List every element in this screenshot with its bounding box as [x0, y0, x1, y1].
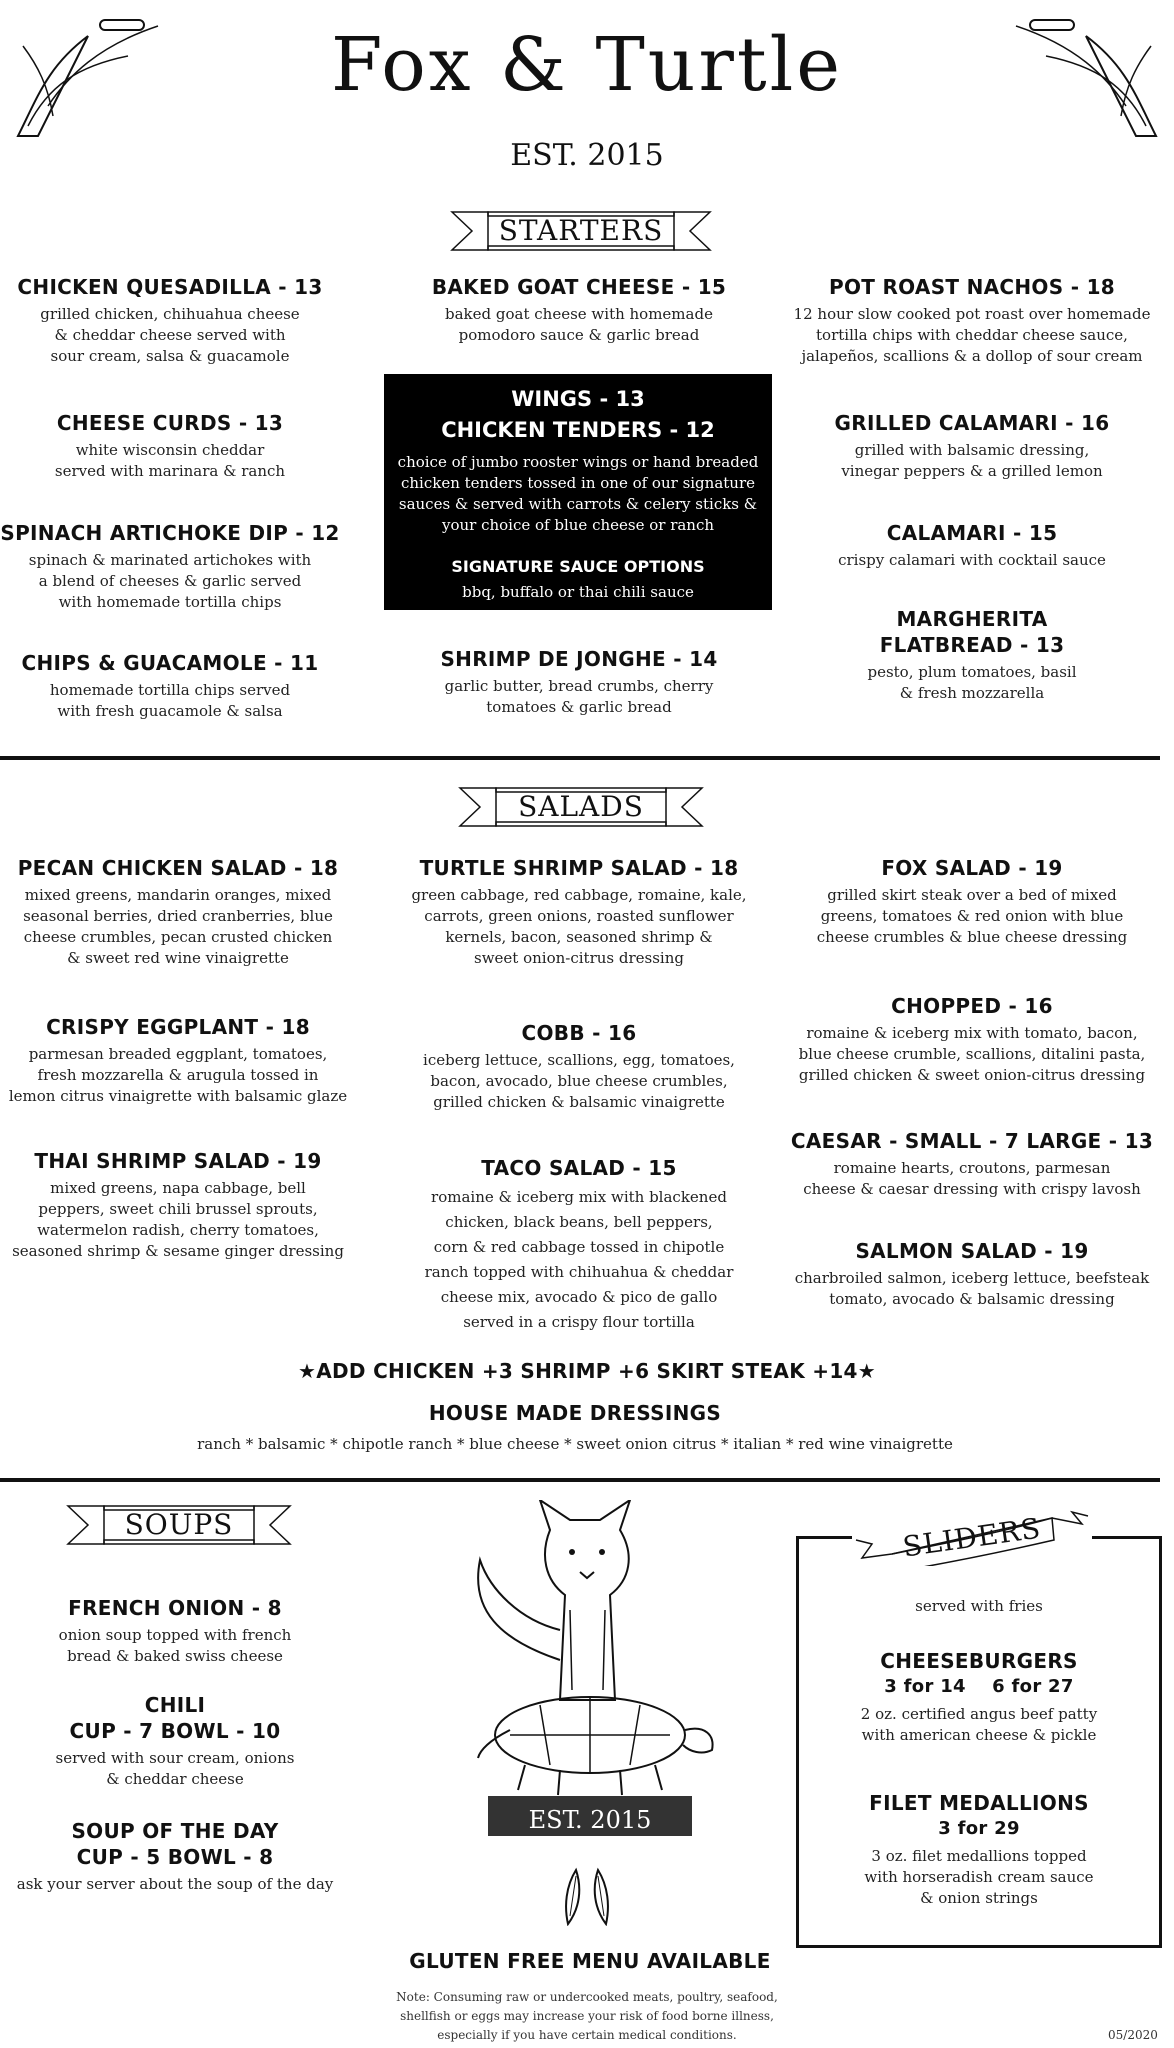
item-name: PECAN CHICKEN SALAD - 18: [17, 856, 339, 880]
item-name: CAESAR - SMALL - 7 LARGE - 13: [790, 1129, 1154, 1153]
item-name: CHOPPED - 16: [891, 994, 1053, 1018]
item-desc: mixed greens, napa cabbage, bell peppers, sweet chili brussel sprouts, watermelon radish, cherry tomatoes, seasoned shrimp & sesame ginger dressing: [12, 1179, 344, 1260]
item-desc: romaine hearts, croutons, parmesan cheese & caesar dressing with crispy lavosh: [803, 1159, 1141, 1198]
item-name: FOX SALAD - 19: [881, 856, 1063, 880]
item-name: POT ROAST NACHOS - 18: [828, 275, 1116, 299]
star-icon: ★: [298, 1359, 317, 1383]
item-desc: 3 oz. filet medallions topped with horseradish cream sauce & onion strings: [864, 1847, 1094, 1907]
wings-name: WINGS - 13: [511, 387, 645, 411]
item-price: 3 for 14 6 for 27: [884, 1676, 1074, 1697]
item-name: FILET MEDALLIONS: [869, 1791, 1089, 1815]
item-desc: mixed greens, mandarin oranges, mixed seasonal berries, dried cranberries, blue cheese crumbles, pecan crusted chicken & sweet red wine vinaigrette: [23, 886, 333, 967]
sauce-options-desc: bbq, buffalo or thai chili sauce: [462, 583, 694, 601]
item-desc: parmesan breaded eggplant, tomatoes, fresh mozzarella & arugula tossed in lemon citrus vinaigrette with balsamic glaze: [8, 1045, 348, 1105]
item-desc: spinach & marinated artichokes with a blend of cheeses & garlic served with homemade tortilla chips: [28, 551, 312, 611]
item-desc: served with sour cream, onions & cheddar cheese: [55, 1749, 295, 1788]
menu-item: [0, 1595, 350, 1667]
item-desc: grilled skirt steak over a bed of mixed greens, tomatoes & red onion with blue cheese crumbles & blue cheese dressing: [816, 886, 1128, 946]
item-desc: 2 oz. certified angus beef patty with american cheese & pickle: [860, 1705, 1098, 1744]
item-desc: homemade tortilla chips served with fresh guacamole & salsa: [49, 681, 291, 720]
sauce-options-title: SIGNATURE SAUCE OPTIONS: [451, 557, 705, 576]
menu-item: [0, 1014, 356, 1107]
add-ons-text: [0, 1358, 1174, 1384]
item-name: TACO SALAD - 15: [481, 1156, 677, 1180]
sliders-subtitle-block: [796, 1596, 1162, 1617]
menu-item: [0, 1818, 350, 1895]
menu-item: [0, 1148, 356, 1262]
section-divider: [0, 756, 1160, 760]
menu-item: [0, 274, 340, 367]
established-year: EST. 2015: [510, 138, 664, 173]
dressings-block: [0, 1400, 1150, 1455]
item-desc: 12 hour slow cooked pot roast over homemade tortilla chips with cheddar cheese sauce, jalapeños, scallions & a dollop of sour cream: [793, 305, 1151, 365]
item-name: CHEESEBURGERS: [880, 1649, 1078, 1673]
sliders-title: SLIDERS: [900, 1511, 1044, 1564]
menu-item: [770, 855, 1174, 948]
item-desc: ask your server about the soup of the day: [16, 1875, 334, 1893]
item-desc: grilled with balsamic dressing, vinegar peppers & a grilled lemon: [841, 441, 1103, 480]
item-desc: onion soup topped with french bread & baked swiss cheese: [58, 1626, 292, 1665]
menu-item: [0, 520, 340, 613]
menu-item: [386, 646, 772, 718]
soups-title: SOUPS: [124, 1508, 234, 1541]
item-name: CHILI CUP - 7 BOWL - 10: [69, 1693, 281, 1743]
item-name: FRENCH ONION - 8: [68, 1596, 282, 1620]
menu-item: [770, 993, 1174, 1086]
illustration-est-label: EST. 2015: [528, 1806, 652, 1834]
item-name: THAI SHRIMP SALAD - 19: [34, 1149, 322, 1173]
item-price: 3 for 29: [938, 1818, 1020, 1839]
item-name: COBB - 16: [521, 1021, 637, 1045]
food-safety-note: Note: Consuming raw or undercooked meats, poultry, seafood, shellfish or eggs may increase your risk of food borne illness, especially if you have certain medical conditions.: [396, 1990, 778, 2042]
item-desc: grilled chicken, chihuahua cheese & cheddar cheese served with sour cream, salsa & guacamole: [40, 305, 300, 365]
slider-item: [796, 1648, 1162, 1746]
item-desc: romaine & iceberg mix with blackened chicken, black beans, bell peppers, corn & red cabbage tossed in chipotle ranch topped with chihuahua & cheddar cheese mix, avocado & pico de gallo served in a crispy flour tortilla: [424, 1188, 734, 1331]
starters-banner: [448, 206, 714, 256]
menu-item: [0, 855, 356, 969]
fox-on-turtle-illustration: [440, 1500, 740, 1840]
slider-item: [796, 1790, 1162, 1909]
menu-item: [386, 1155, 772, 1335]
add-ons-line: [0, 1358, 1174, 1384]
item-name: SOUP OF THE DAY CUP - 5 BOWL - 8: [71, 1819, 279, 1869]
gluten-free-notice: [350, 1948, 830, 1974]
add-ons-label: ADD CHICKEN +3 SHRIMP +6 SKIRT STEAK +14: [316, 1359, 858, 1383]
item-desc: green cabbage, red cabbage, romaine, kale, carrots, green onions, roasted sunflower kernels, bacon, seasoned shrimp & sweet onion-citrus dressing: [411, 886, 747, 967]
menu-item: [770, 410, 1174, 482]
menu-item: [0, 410, 340, 482]
sliders-banner: [852, 1510, 1092, 1566]
item-desc: garlic butter, bread crumbs, cherry tomatoes & garlic bread: [444, 677, 714, 716]
starters-title: STARTERS: [498, 214, 664, 247]
salads-title: SALADS: [518, 790, 644, 823]
wings-desc: choice of jumbo rooster wings or hand breaded chicken tenders tossed in one of our signature sauces & served with carrots & celery sticks & your choice of blue cheese or ranch: [397, 453, 759, 534]
menu-item: [770, 606, 1174, 704]
item-name: CHEESE CURDS - 13: [56, 411, 284, 435]
item-desc: crispy calamari with cocktail sauce: [838, 551, 1106, 569]
gluten-free-text: GLUTEN FREE MENU AVAILABLE: [409, 1949, 771, 1973]
item-name: SALMON SALAD - 19: [855, 1239, 1089, 1263]
sliders-subtitle: served with fries: [915, 1597, 1043, 1615]
item-desc: romaine & iceberg mix with tomato, bacon, blue cheese crumble, scallions, ditalini pasta, grilled chicken & sweet onion-citrus dressing: [798, 1024, 1146, 1084]
item-desc: white wisconsin cheddar served with marinara & ranch: [54, 441, 286, 480]
item-name: TURTLE SHRIMP SALAD - 18: [419, 856, 739, 880]
item-name: GRILLED CALAMARI - 16: [834, 411, 1110, 435]
dressings-title: HOUSE MADE DRESSINGS: [428, 1401, 722, 1425]
menu-item: [0, 1692, 350, 1790]
wings-feature-box: [384, 374, 772, 610]
item-desc: baked goat cheese with homemade pomodoro sauce & garlic bread: [445, 305, 713, 344]
menu-item: [770, 274, 1174, 367]
tenders-name: CHICKEN TENDERS - 12: [441, 418, 715, 442]
star-icon: ★: [857, 1359, 876, 1383]
item-desc: pesto, plum tomatoes, basil & fresh mozzarella: [867, 663, 1077, 702]
menu-date: 05/2020: [1108, 2028, 1158, 2042]
wheat-ornament-icon: [554, 1866, 620, 1926]
menu-item: [770, 1238, 1174, 1310]
item-name: CRISPY EGGPLANT - 18: [46, 1015, 310, 1039]
menu-item: [386, 1020, 772, 1113]
item-desc: charbroiled salmon, iceberg lettuce, beefsteak tomato, avocado & balsamic dressing: [794, 1269, 1150, 1308]
item-name: SHRIMP DE JONGHE - 14: [440, 647, 718, 671]
item-name: BAKED GOAT CHEESE - 15: [431, 275, 727, 299]
item-name: CHICKEN QUESADILLA - 13: [17, 275, 323, 299]
dressings-list: ranch * balsamic * chipotle ranch * blue cheese * sweet onion citrus * italian * red wine vinaigrette: [197, 1435, 953, 1453]
menu-item: [386, 274, 772, 346]
item-name: MARGHERITA FLATBREAD - 13: [879, 607, 1065, 657]
item-name: SPINACH ARTICHOKE DIP - 12: [0, 521, 340, 545]
menu-item: [386, 855, 772, 969]
menu-item: [0, 650, 340, 722]
item-name: CHIPS & GUACAMOLE - 11: [21, 651, 319, 675]
item-name: CALAMARI - 15: [886, 521, 1058, 545]
item-desc: iceberg lettuce, scallions, egg, tomatoes, bacon, avocado, blue cheese crumbles, grilled chicken & balsamic vinaigrette: [423, 1051, 735, 1111]
section-divider: [0, 1478, 1160, 1482]
salads-banner: [456, 782, 706, 832]
restaurant-logo: Fox & Turtle: [330, 22, 844, 108]
menu-item: [770, 520, 1174, 571]
menu-item: [770, 1128, 1174, 1200]
soups-banner: [64, 1500, 294, 1550]
